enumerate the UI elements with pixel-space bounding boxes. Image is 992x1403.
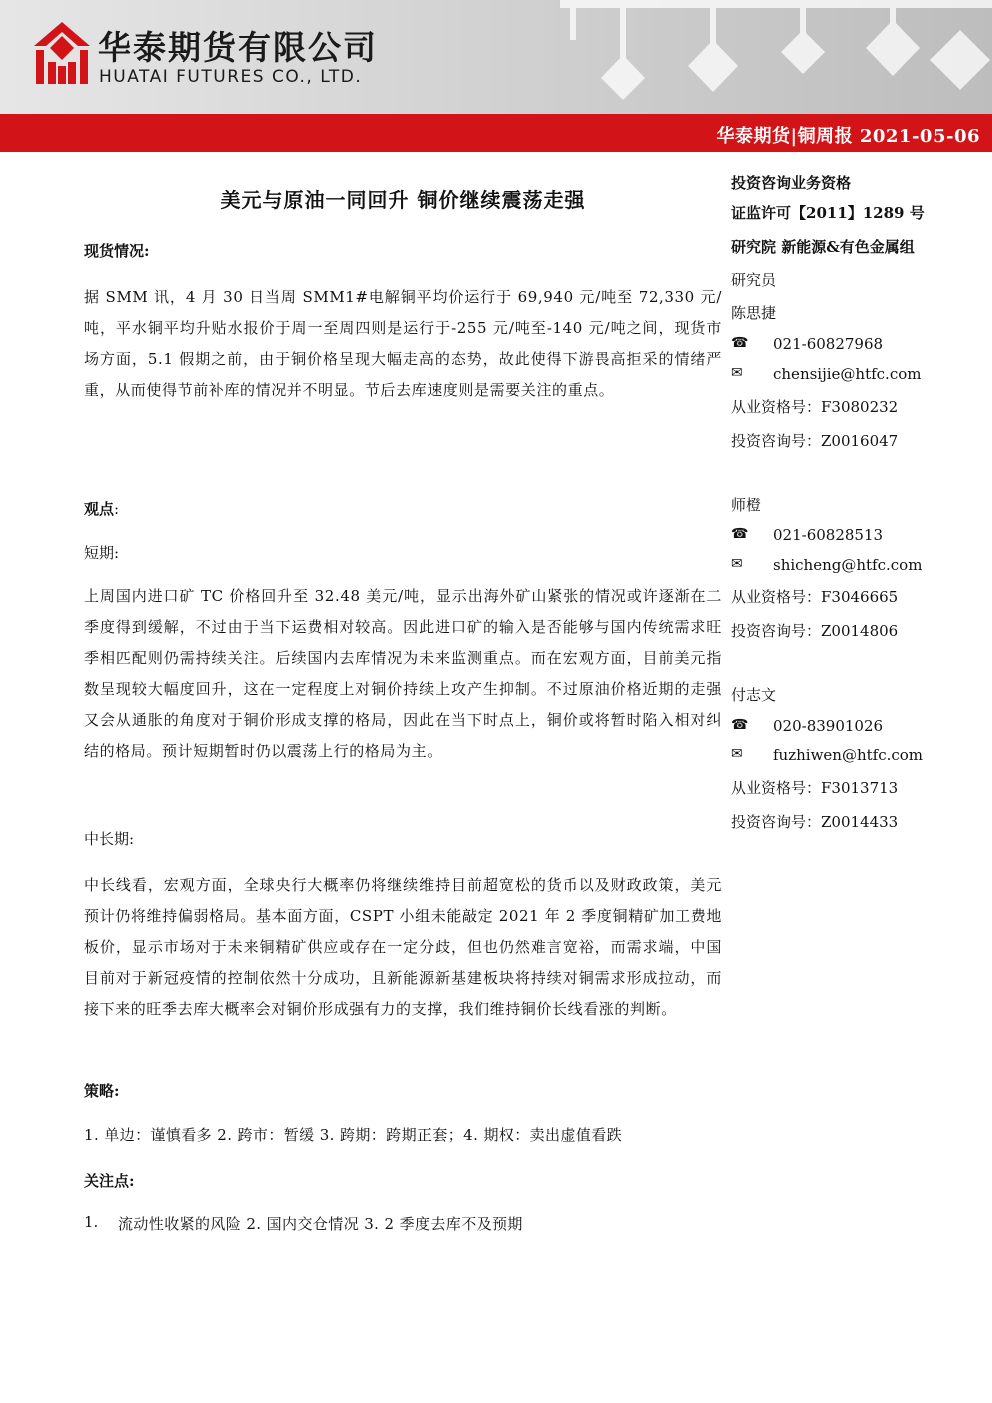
mail-icon: ✉ <box>731 365 743 381</box>
long-term-paragraph: 中长线看，宏观方面，全球央行大概率仍将继续维持目前超宽松的货币以及财政政策，美元预计仍将维持偏弱格局。基本面方面，CSPT 小组未能敲定 2021 年 2 季度铜精矿加工费地板价，显示市场对于未来铜精矿供应或存在一定分歧，但也仍然难言宽裕，而需求端，中国目前对于新冠疫情的控制依然十分成功，且新能源新基建板块将持续对铜需求形成拉动，而接下来的旺季去库大概率会对铜价形成强有力的支撑，我们维持铜价长线看涨的判断。 <box>84 876 722 1018</box>
mail-icon: ✉ <box>731 746 743 762</box>
analyst-name: 陈思捷 <box>731 304 777 322</box>
phone-icon: ☎ <box>731 717 749 733</box>
company-name-en: HUATAI FUTURES CO., LTD. <box>99 67 363 87</box>
header-decoration <box>560 0 992 114</box>
analyst-email[interactable]: fuzhiwen@htfc.com <box>773 746 924 764</box>
view-heading-label: 观点 <box>84 500 115 518</box>
view-heading <box>84 498 119 519</box>
report-label: 华泰期货|铜周报 2021-05-06 <box>716 126 980 147</box>
analyst-cert-practice: 从业资格号：F3046665 <box>731 588 899 606</box>
long-term-label: 中长期: <box>84 830 135 848</box>
analyst-cert-advisory: 投资咨询号：Z0014433 <box>731 813 899 831</box>
phone-icon: ☎ <box>731 526 749 542</box>
analyst-email[interactable]: shicheng@htfc.com <box>773 556 923 574</box>
analyst-phone: 021-60827968 <box>773 335 884 353</box>
analyst-phone: 020-83901026 <box>773 717 884 735</box>
analyst-name: 付志文 <box>731 686 777 704</box>
analyst-cert-advisory: 投资咨询号：Z0016047 <box>731 432 899 450</box>
spot-heading: 现货情况: <box>84 242 150 260</box>
company-logo-icon <box>34 22 90 84</box>
spot-paragraph: 据 SMM 讯，4 月 30 日当周 SMM1#电解铜平均价运行于 69,940 元/吨至 72,330 元/吨，平水铜平均升贴水报价于周一至周四则是运行于-255 元/吨至-140 元/吨之间，现货市场方面，5.1 假期之前，由于铜价格呈现大幅走高的态势，故此使得下游畏高拒采的情绪严重，从而使得节前补库的情况并不明显。节后去库速度则是需要关注的重点。 <box>84 288 722 399</box>
analyst-cert-practice: 从业资格号：F3080232 <box>731 398 899 416</box>
strategy-heading: 策略: <box>84 1082 120 1100</box>
analyst-cert-advisory: 投资咨询号：Z0014806 <box>731 622 899 640</box>
role-label: 研究员 <box>731 271 777 289</box>
view-heading-colon: : <box>114 500 120 518</box>
report-bar <box>0 114 992 152</box>
analyst-email[interactable]: chensijie@htfc.com <box>773 365 922 383</box>
short-term-label: 短期: <box>84 544 120 562</box>
analyst-cert-practice: 从业资格号：F3013713 <box>731 779 899 797</box>
analyst-name: 师橙 <box>731 496 762 514</box>
phone-icon: ☎ <box>731 335 749 351</box>
report-body <box>84 176 722 1233</box>
page-header <box>0 0 992 114</box>
mail-icon: ✉ <box>731 556 743 572</box>
report-title: 美元与原油一同回升 铜价继续震荡走强 <box>220 188 586 212</box>
strategy-text: 1. 单边：谨慎看多 2. 跨市：暂缓 3. 跨期：跨期正套；4. 期权：卖出虚值看跌 <box>84 1126 623 1144</box>
focus-text: 流动性收紧的风险 2. 国内交仓情况 3. 2 季度去库不及预期 <box>118 1215 523 1233</box>
analyst-phone: 021-60828513 <box>773 526 884 544</box>
license-number: 证监许可【2011】1289 号 <box>731 204 925 222</box>
focus-number: 1. <box>84 1213 99 1231</box>
department: 研究院 新能源&有色金属组 <box>731 238 915 256</box>
focus-heading: 关注点: <box>84 1172 135 1190</box>
short-term-paragraph: 上周国内进口矿 TC 价格回升至 32.48 美元/吨，显示出海外矿山紧张的情况或许逐渐在二季度得到缓解，不过由于当下运费相对较高。因此进口矿的输入是否能够与国内传统需求旺季相匹配则仍需持续关注。后续国内去库情况为未来监测重点。而在宏观方面，目前美元指数呈现较大幅度回升，这在一定程度上对铜价持续上攻产生抑制。不过原油价格近期的走强又会从通胀的角度对于铜价形成支撑的格局，因此在当下时点上，铜价或将暂时陷入相对纠结的格局。预计短期暂时仍以震荡上行的格局为主。 <box>84 587 722 760</box>
qualification-title: 投资咨询业务资格 <box>731 174 852 192</box>
company-name-cn: 华泰期货有限公司 <box>98 28 378 67</box>
